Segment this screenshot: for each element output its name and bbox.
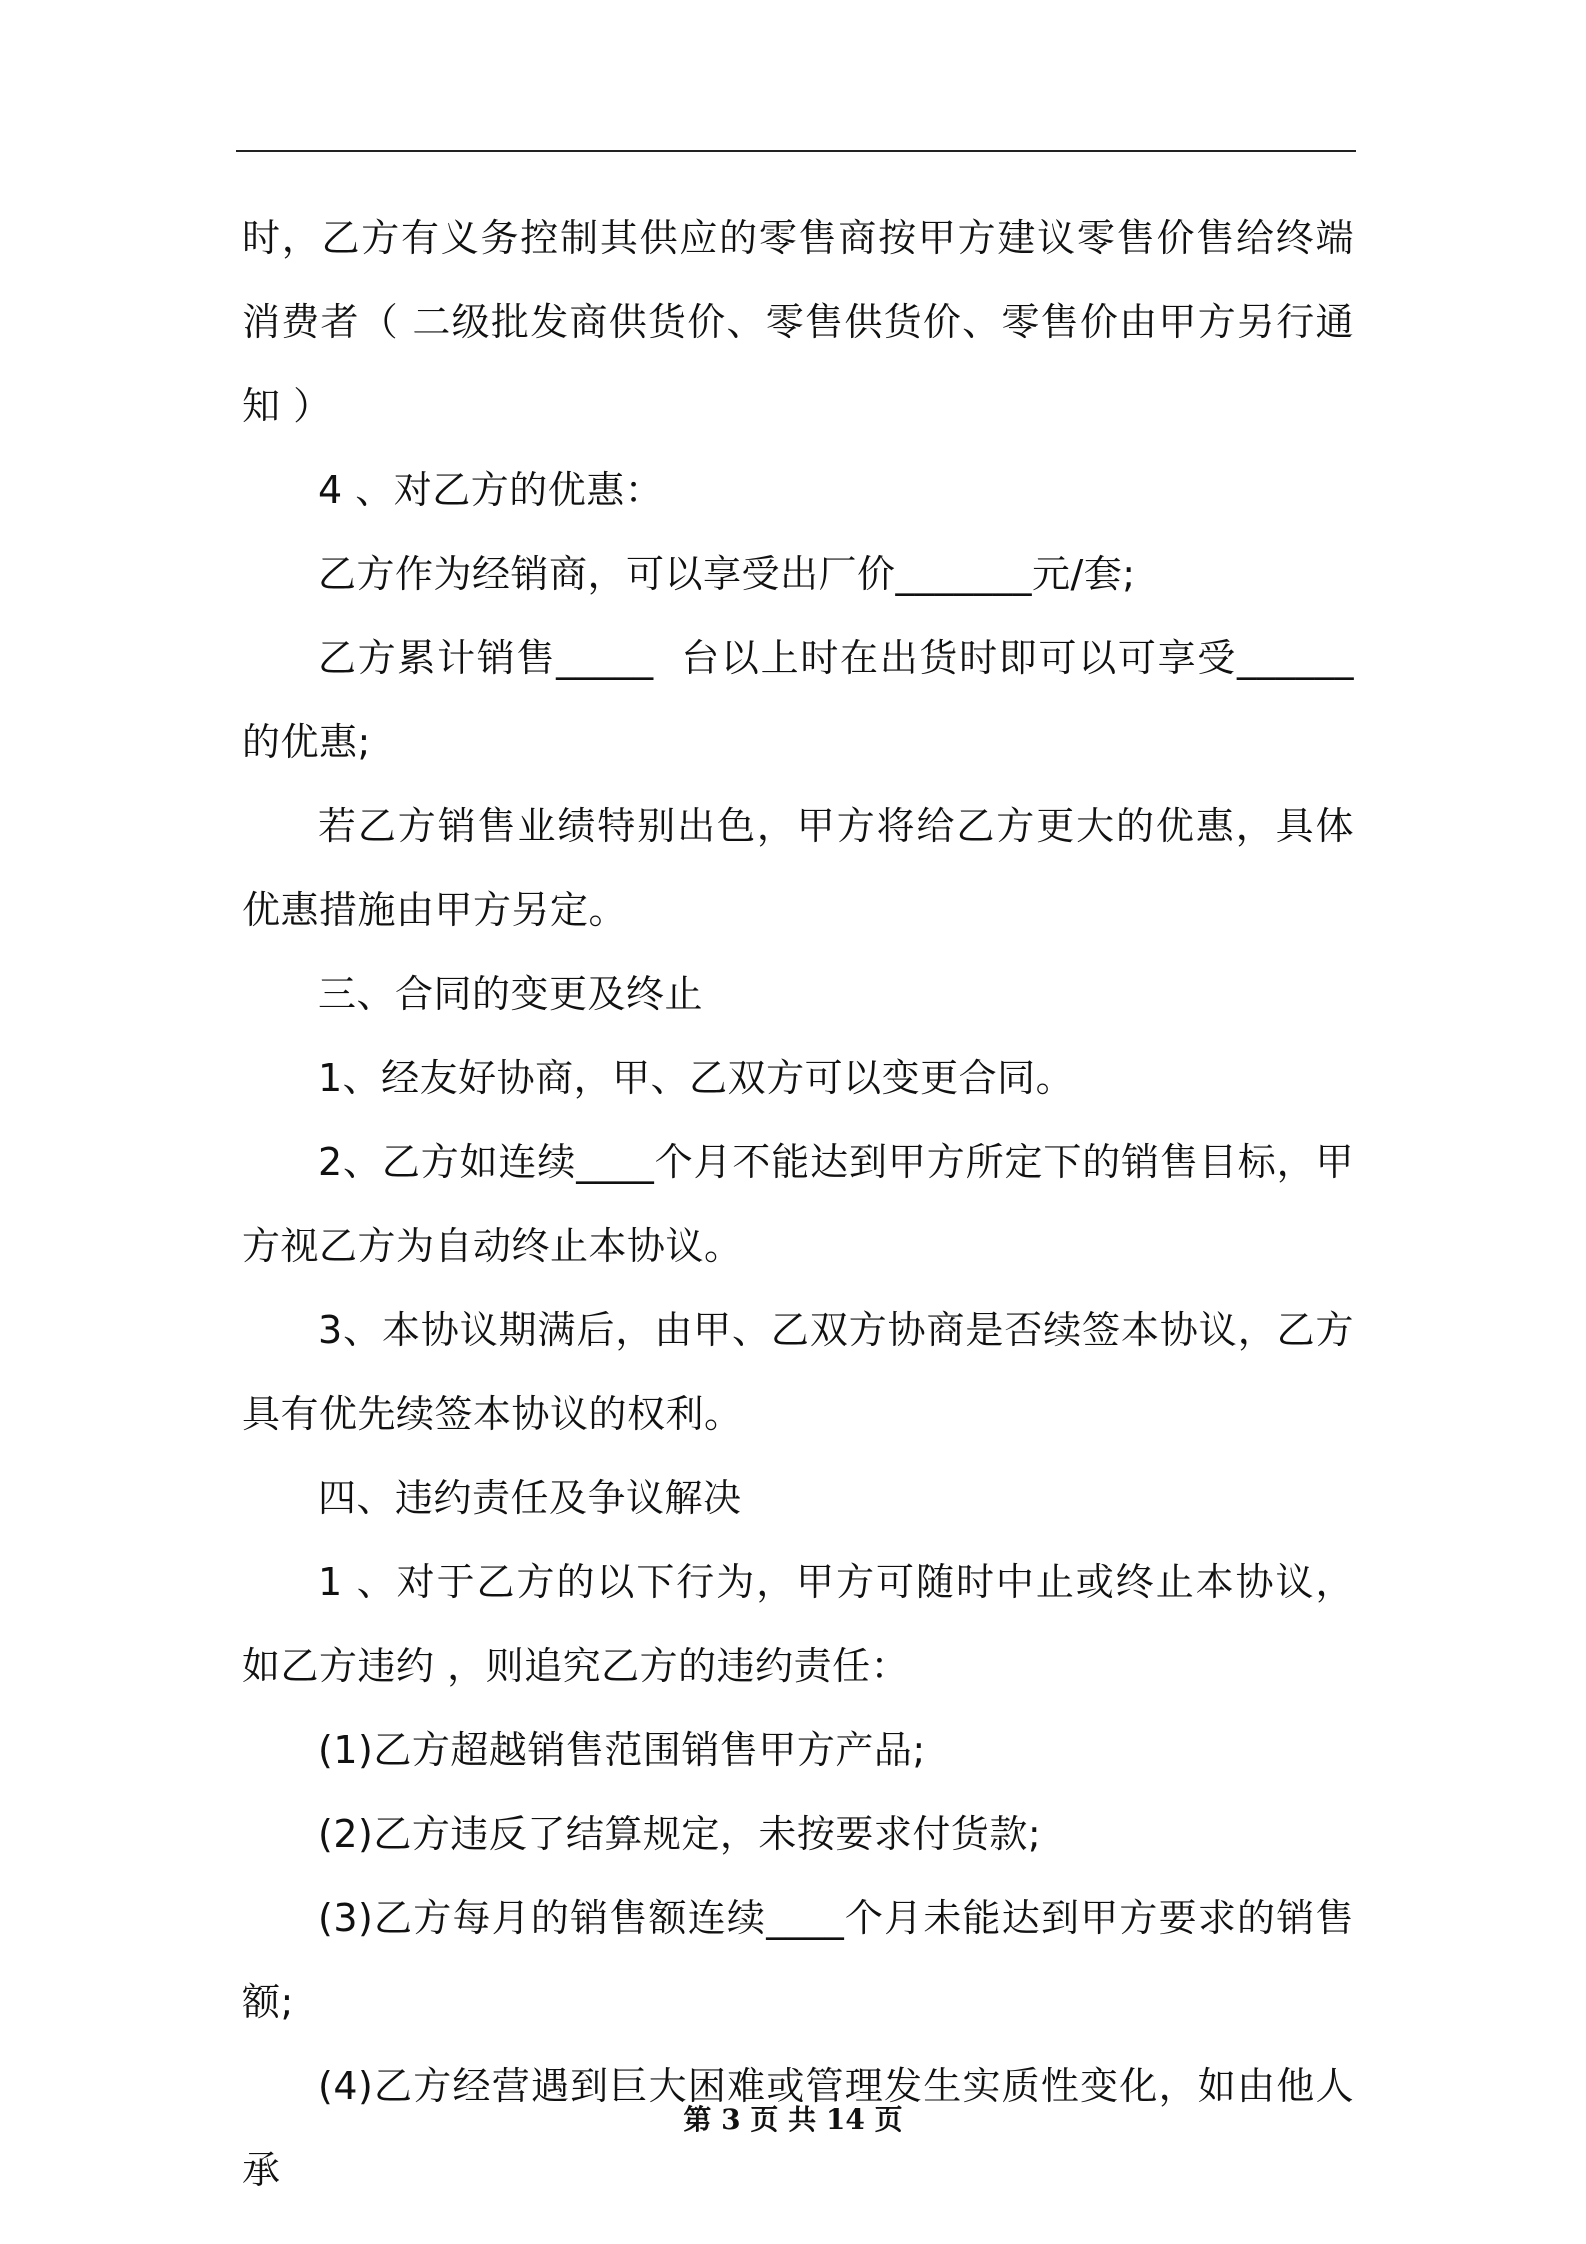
paragraph-auto-termination: 2、乙方如连续____个月不能达到甲方所定下的销售目标，甲方视乙方为自动终止本协议。 xyxy=(242,1140,1354,1268)
paragraph-extra-benefits: 若乙方销售业绩特别出色，甲方将给乙方更大的优惠，具体优惠措施由甲方另定。 xyxy=(242,804,1354,932)
paragraph-factory-price: 乙方作为经销商，可以享受出厂价_______元/套; xyxy=(318,552,1136,596)
paragraph-cumulative-sales: 乙方累计销售_____ 台以上时在出货时即可以可享受______的优惠; xyxy=(242,636,1354,764)
paragraph-breach-intro: 1 、对于乙方的以下行为，甲方可随时中止或终止本协议，如乙方违约 ，则追究乙方的违约责任： xyxy=(242,1560,1354,1688)
paragraph-change-contract: 1、经友好协商，甲、乙双方可以变更合同。 xyxy=(318,1056,1075,1100)
paragraph-benefits-heading: 4 、对乙方的优惠： xyxy=(318,468,664,512)
list-item-breach-3: (3)乙方每月的销售额连续____个月未能达到甲方要求的销售额; xyxy=(242,1896,1354,2024)
document-body xyxy=(242,196,1354,2212)
paragraph-renewal: 3、本协议期满后，由甲、乙双方协商是否续签本协议，乙方具有优先续签本协议的权利。 xyxy=(242,1308,1354,1436)
paragraph-continuation: 时，乙方有义务控制其供应的零售商按甲方建议零售价售给终端消费者（ 二级批发商供货价、零售供货价、零售价由甲方另行通知 ） xyxy=(242,216,1354,428)
page-number-footer: 第 3 页 共 14 页 xyxy=(683,2103,903,2136)
header-rule xyxy=(236,150,1356,152)
list-item-breach-2: (2)乙方违反了结算规定，未按要求付货款; xyxy=(318,1812,1042,1856)
section-heading-change-termination: 三、合同的变更及终止 xyxy=(318,972,704,1016)
list-item-breach-4: (4)乙方经营遇到巨大困难或管理发生实质性变化，如由他人承 xyxy=(242,2064,1354,2192)
list-item-breach-1: (1)乙方超越销售范围销售甲方产品; xyxy=(318,1728,926,1772)
section-heading-liability: 四、违约责任及争议解决 xyxy=(318,1476,742,1520)
